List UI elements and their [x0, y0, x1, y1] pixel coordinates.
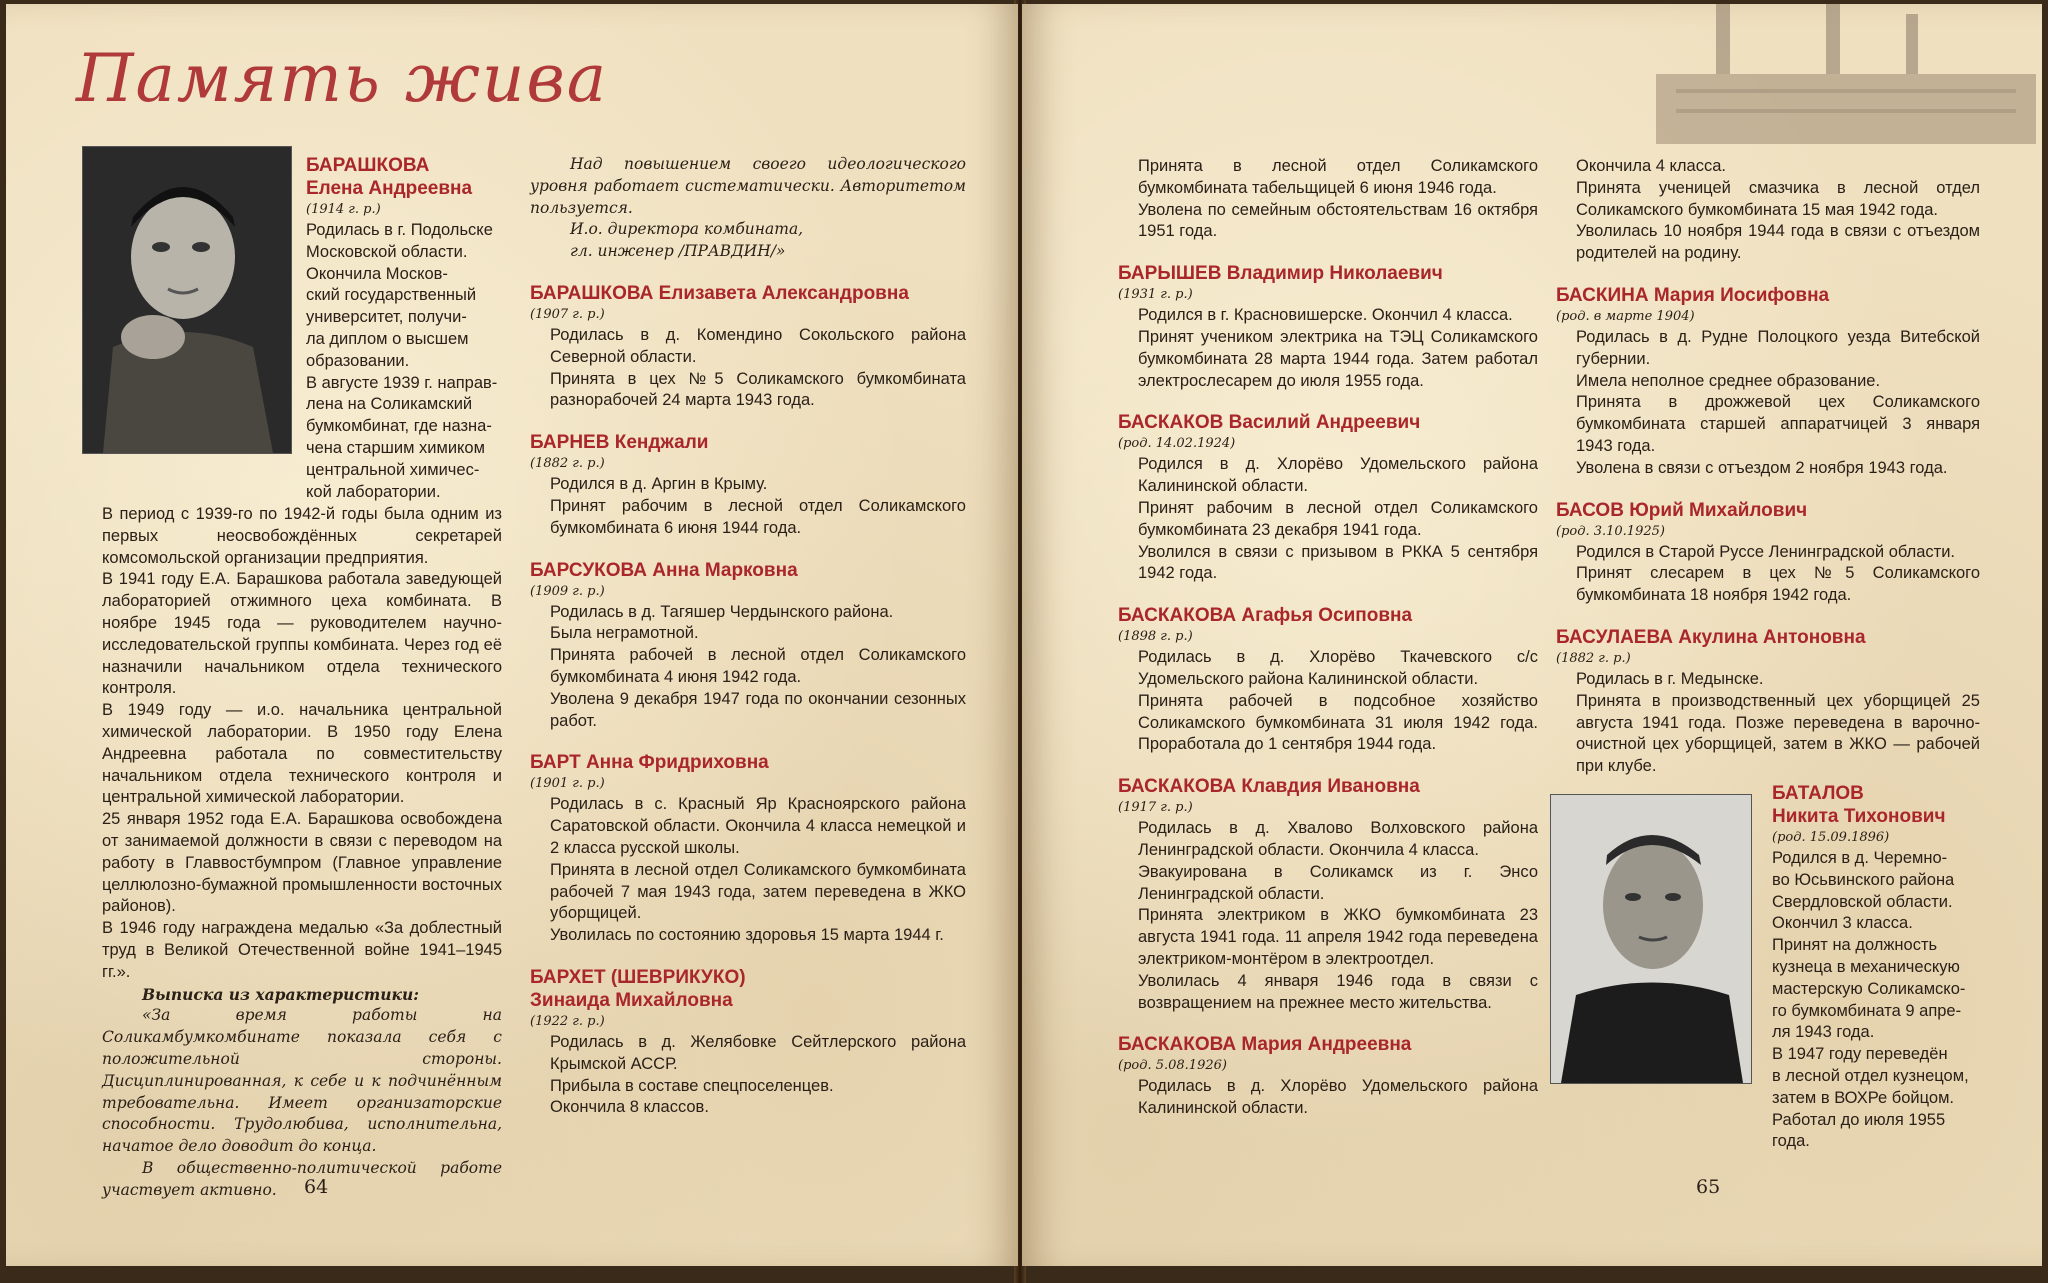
birth-year: (1931 г. р.)	[1118, 287, 1193, 303]
person-name: БАСКИНА Мария Иосифовна	[1556, 284, 1830, 306]
bio-line: Родилась в д. Хлорёво Ткачевского с/с Удомельского района Калининской области.	[1138, 648, 1538, 688]
bio-line: чена старшим химиком	[306, 438, 485, 457]
person-name-line2: Зинаида Михайловна	[530, 989, 733, 1011]
bio-line: Родилась в д. Тагяшер Чердынского района.	[550, 602, 894, 621]
bio-line: Принят на должность	[1772, 936, 1938, 955]
bio-line: Работал до июля 1955 года.	[1772, 1110, 1946, 1151]
person-entry	[1556, 499, 1980, 607]
bio-line: Окончила Москов-	[306, 264, 448, 283]
bio-line: Уволена 9 декабря 1947 года по окончании сезонных работ.	[550, 689, 966, 730]
person-name: БАСУЛАЕВА Акулина Антоновна	[1556, 626, 1866, 648]
bio-line: Принят слесарем в цех №5 Соликамского бумкомбината 18 ноября 1942 года.	[1576, 564, 1980, 605]
bio-paragraph: В 1941 году Е.А. Барашкова работала заведующей лабораторией отжимного цеха комбината. В ноябре 1945 года — руководителем научно-исследовательской группы комбината. Через год её назначили начальником отдела технического контроля.	[102, 570, 502, 698]
bio-line: Родилась в д. Комендино Сокольского района Северной области.	[550, 325, 966, 366]
person-entry	[1118, 775, 1538, 1014]
bio-line: Имела неполное среднее образование.	[1576, 371, 1881, 390]
bio-line: бумкомбинат, где назна-	[306, 417, 492, 436]
bio-line: Родился в г. Красновишерске. Окончил 4 класса.	[1138, 306, 1513, 325]
person-name: БАСКАКОВА Агафья Осиповна	[1118, 605, 1413, 627]
right-column-2	[1556, 156, 1980, 797]
bio-line: мастерскую Соликамско-	[1772, 979, 1966, 998]
right-page	[1022, 4, 2042, 1266]
person-name: БАРАШКОВА Елизавета Александровна	[530, 282, 909, 304]
bio-line: кой лаборатории.	[306, 482, 441, 501]
birth-year: (1901 г. р.)	[530, 776, 605, 792]
birth-year: (1882 г. р.)	[530, 456, 605, 472]
bio-line: Окончил 3 класса.	[1772, 914, 1913, 933]
person-name: БАРНЕВ Кенджали	[530, 432, 709, 454]
bio-line: Принят рабочим в лесной отдел Соликамского бумкомбината 6 июня 1944 года.	[550, 496, 966, 537]
person-entry	[1118, 1033, 1538, 1120]
batalov-entry	[1772, 782, 1982, 1153]
bio-line: Родилась в с. Красный Яр Красноярского района Саратовской области. Окончила 4 класса немецкой и 2 класса русской школы.	[550, 795, 966, 857]
bio-line: Прибыла в составе спецпоселенцев.	[550, 1076, 834, 1095]
birth-year: (1907 г. р.)	[530, 306, 605, 322]
bio-line: образовании.	[306, 351, 410, 370]
bio-line: Родился в Старой Руссе Ленинградской области.	[1576, 542, 1956, 561]
bio-line: затем в ВОХРе бойцом.	[1772, 1088, 1955, 1107]
person-name: БАСКАКОВ Василий Андреевич	[1118, 412, 1421, 434]
person-given-name: Елена Андреевна	[306, 178, 473, 199]
barashkova-elena-header	[306, 154, 511, 503]
bio-line: Принята в лесной отдел Соликамского бумкомбината рабочей 7 мая 1943 года, затем переведена в ЖКО уборщицей.	[550, 860, 966, 923]
bio-paragraph: В период с 1939-го по 1942-й годы была одним из первых неосвобождённых секретарей комсомольской организации предприятия.	[102, 505, 502, 567]
person-entry	[530, 966, 966, 1119]
bio-paragraph: В 1949 году — и.о. начальника центральной химической лаборатории. В 1950 году Елена Андреевна работала по совместительству начальником отдела технического контроля и центральной химической лаборатории.	[102, 701, 502, 807]
birth-year: (1922 г. р.)	[530, 1013, 605, 1029]
birth-year: (род. в марте 1904)	[1556, 308, 1695, 324]
birth-year: (1882 г. р.)	[1556, 650, 1631, 666]
bio-line: Принята электриком в ЖКО бумкомбината 23 августа 1941 года. 11 апреля 1942 года переведена электриком-монтёром в электроотдел.	[1138, 906, 1538, 968]
person-entry	[1118, 262, 1538, 392]
bio-line: Окончила 8 классов.	[550, 1098, 709, 1117]
signature-line: гл. инженер /ПРАВДИН/»	[570, 242, 786, 261]
bio-line: Принята рабочей в лесной отдел Соликамского бумкомбината 4 июня 1942 года.	[550, 646, 966, 686]
page-title: Память жива	[76, 40, 609, 117]
portrait-barashkova-photo	[82, 146, 292, 454]
bio-line: Родилась в д. Рудне Полоцкого уезда Витебской губернии.	[1576, 327, 1980, 368]
left-column-2	[530, 154, 966, 1138]
bio-line: В августе 1939 г. направ-	[306, 373, 498, 392]
person-given-name: Никита Тихонович	[1772, 806, 1946, 827]
person-entry	[1556, 284, 1980, 480]
bio-line: университет, получи-	[306, 308, 467, 327]
signature-line: И.о. директора комбината,	[570, 220, 804, 239]
birth-year: (1909 г. р.)	[530, 583, 605, 599]
person-surname: БАРАШКОВА	[306, 155, 430, 176]
bio-line: Уволилась по состоянию здоровья 15 марта 1944 г.	[550, 926, 944, 945]
bio-line: Родилась в д. Хлорёво Удомельского района Калининской области.	[1138, 1077, 1538, 1118]
right-column-1	[1118, 156, 1538, 1139]
person-entry	[530, 559, 966, 733]
bio-line: Принят рабочим в лесной отдел Соликамского бумкомбината 23 декабря 1941 года.	[1138, 498, 1538, 539]
bio-line: Уволился в связи с призывом в РККА 5 сентября 1942 года.	[1138, 542, 1538, 583]
person-name: БАСКАКОВА Мария Андреевна	[1118, 1034, 1412, 1056]
person-entry	[1118, 604, 1538, 756]
person-entry	[530, 751, 966, 947]
bio-line: Свердловской области.	[1772, 892, 1953, 911]
portrait-batalov-photo	[1550, 794, 1752, 1084]
person-name: БАРТ Анна Фридриховна	[530, 752, 769, 774]
barashkova-elena-body	[102, 504, 502, 1202]
bio-line: В 1947 году переведён	[1772, 1045, 1948, 1064]
bio-line: Окончила 4 класса.	[1576, 157, 1726, 175]
bio-line: во Юсьвинского района	[1772, 870, 1955, 889]
extract-paragraph: «За время работы на Соликамбумкомбинате показала себя с положительной стороны. Дисциплинированная, к себе и к подчинённым требовательна. Имеет организаторские способности. Трудолюбива, исполнительна, начатое дело доводит до конца.	[102, 1006, 502, 1156]
bio-line: Принята рабочей в подсобное хозяйство Соликамского бумкомбината 31 июля 1942 года. Проработала до 1 сентября 1944 года.	[1138, 691, 1538, 754]
bio-line: кузнеца в механическую	[1772, 957, 1960, 976]
person-surname: БАТАЛОВ	[1772, 783, 1864, 804]
bio-line: Была неграмотной.	[550, 624, 699, 643]
bio-line: ля 1943 года.	[1772, 1023, 1875, 1042]
birth-year: (1917 г. р.)	[1118, 800, 1193, 816]
bio-line: Принята в лесной отдел Соликамского бумкомбината табельщицей 6 июня 1946 года.	[1138, 157, 1538, 197]
bio-line: Уволилась 10 ноября 1944 года в связи с отъездом родителей на родину.	[1576, 222, 1980, 263]
bio-line: Уволилась 4 января 1946 года в связи с возвращением на прежнее место жительства.	[1138, 971, 1538, 1012]
person-entry	[1556, 626, 1980, 778]
birth-year: (1898 г. р.)	[1118, 629, 1193, 645]
extract-paragraph: Над повышением своего идеологического уровня работает систематически. Авторитетом пользуется.	[530, 155, 966, 217]
left-page	[6, 4, 1018, 1266]
bio-line: Родилась в г. Медынске.	[1576, 669, 1764, 688]
bio-line: Родился в д. Аргин в Крыму.	[550, 475, 768, 494]
bio-line: ский государственный	[306, 286, 477, 305]
bio-line: центральной химичес-	[306, 460, 480, 479]
bio-line: Принята ученицей смазчика в лесной отдел Соликамского бумкомбината 15 мая 1942 года.	[1576, 178, 1980, 219]
bio-line: ла диплом о высшем	[306, 329, 469, 348]
bio-line: Принят учеником электрика на ТЭЦ Соликамского бумкомбината 28 марта 1944 года. Затем работал электрослесарем до июля 1955 года.	[1138, 327, 1538, 390]
person-name: БАРХЕТ (ШЕВРИКУКО)	[530, 966, 746, 988]
bio-line: Московской области.	[306, 242, 468, 261]
factory-illustration	[1656, 4, 2036, 144]
bio-line: Принята в производственный цех уборщицей 25 августа 1941 года. Позже переведена в варочно-очистной цех уборщицей, затем в ЖКО — рабочей при клубе.	[1576, 691, 1980, 776]
page-number: 64	[304, 1176, 329, 1198]
bio-line: Уволена в связи с отъездом 2 ноября 1943 года.	[1576, 458, 1948, 477]
person-entry	[1118, 411, 1538, 585]
bio-line: Эвакуирована в Соликамск из г. Энсо Ленинградской области.	[1138, 862, 1538, 903]
birth-year: (род. 5.08.1926)	[1118, 1058, 1227, 1074]
bio-line: Родился в д. Черемно-	[1772, 849, 1948, 867]
bio-line: го бумкомбината 9 апре-	[1772, 1001, 1962, 1020]
birth-year: (род. 14.02.1924)	[1118, 436, 1236, 452]
bio-paragraph: 25 января 1952 года Е.А. Барашкова освобождена от занимаемой должности в связи с переводом на работу в Главвостбумпром (Главное управление целлюлозно-бумажной промышленности восточных районов).	[102, 810, 502, 916]
extract-paragraph: В общественно-политической работе участвует активно.	[102, 1158, 502, 1199]
bio-line: Принята в цех №5 Соликамского бумкомбината разнорабочей 24 марта 1943 года.	[550, 369, 966, 410]
extract-title: Выписка из характеристики:	[142, 984, 419, 1004]
person-entry	[530, 282, 966, 412]
birth-year: (род. 3.10.1925)	[1556, 523, 1665, 539]
bio-line: Родилась в д. Хвалово Волховского района Ленинградской области. Окончила 4 класса.	[1138, 819, 1538, 859]
bio-line: Принята в дрожжевой цех Соликамского бумкомбината старшей аппаратчицей 3 января 1943 года.	[1576, 393, 1980, 455]
person-name: БАСКАКОВА Клавдия Ивановна	[1118, 776, 1420, 798]
bio-line: Родился в д. Хлорёво Удомельского района Калининской области.	[1138, 455, 1538, 496]
person-entry	[530, 431, 966, 539]
bio-line: Родилась в г. Подольске	[306, 221, 493, 239]
bio-line: в лесной отдел кузнецом,	[1772, 1066, 1969, 1085]
bio-line: Родилась в д. Желябовке Сейтлерского района Крымской АССР.	[550, 1032, 966, 1073]
person-name: БАРЫШЕВ Владимир Николаевич	[1118, 263, 1443, 285]
bio-paragraph: В 1946 году награждена медалью «За доблестный труд в Великой Отечественной войне 1941–1945 гг.».	[102, 919, 502, 981]
bio-line: Уволена по семейным обстоятельствам 16 октября 1951 года.	[1138, 200, 1538, 241]
bio-line: лена на Соликамский	[306, 395, 473, 414]
birth-year: (1914 г. р.)	[306, 202, 381, 217]
person-name: БАСОВ Юрий Михайлович	[1556, 499, 1808, 521]
person-name: БАРСУКОВА Анна Марковна	[530, 559, 798, 581]
page-number: 65	[1696, 1176, 1721, 1198]
birth-year: (род. 15.09.1896)	[1772, 830, 1890, 845]
